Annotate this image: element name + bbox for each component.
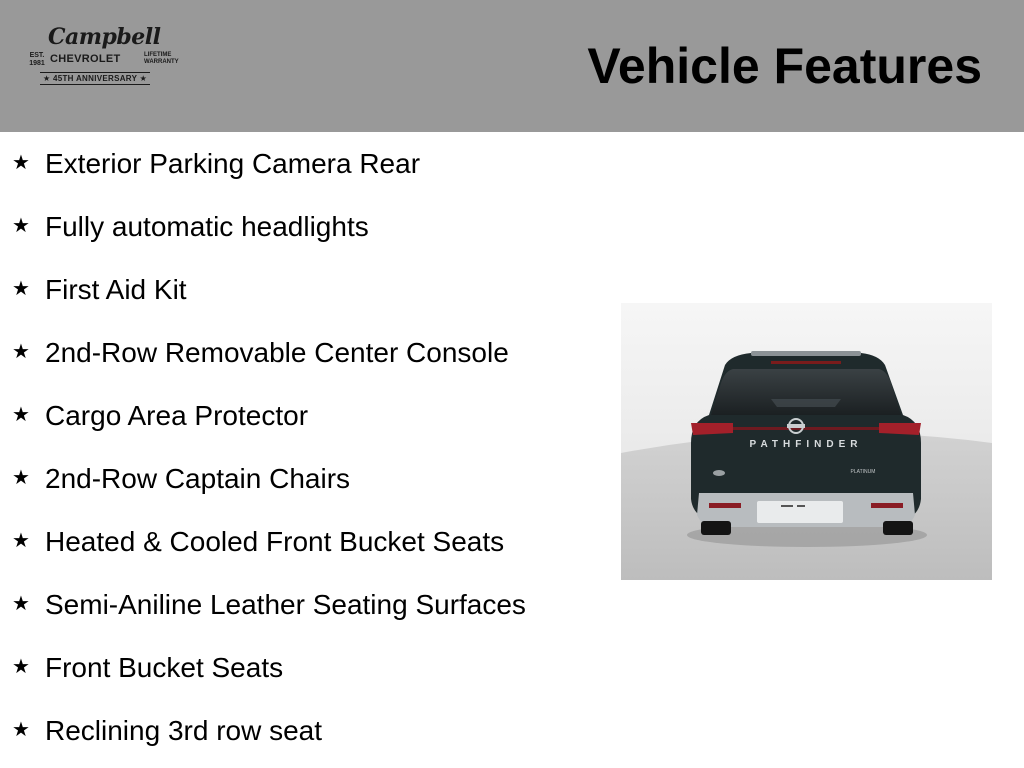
feature-item [0,384,600,447]
star-icon: ★ [12,591,30,615]
star-icon: ★ [12,717,30,741]
star-icon: ★ [12,402,30,426]
model-badge: PATHFINDER [749,439,863,450]
feature-item [0,258,600,321]
star-icon: ★ [12,339,30,363]
feature-item [0,132,600,195]
star-icon: ★ [12,465,30,489]
feature-item [0,447,600,510]
vehicle-photo [621,303,992,580]
page-title: Vehicle Features [587,38,982,94]
star-icon: ★ [12,528,30,552]
star-icon: ★ [12,150,30,174]
dealer-logo [26,24,179,90]
logo-est: EST. 1981 [29,52,45,67]
feature-item [0,636,600,699]
feature-label: 2nd-Row Captain Chairs [45,463,351,494]
feature-label: Front Bucket Seats [45,652,284,683]
feature-label: Cargo Area Protector [45,400,309,431]
feature-label: 2nd-Row Removable Center Console [45,337,509,368]
star-icon: ★ [12,276,30,300]
feature-label: Reclining 3rd row seat [45,715,323,746]
star-icon: ★ [12,654,30,678]
feature-item [0,573,600,636]
logo-script: Campbell [48,24,161,50]
logo-warranty: LIFETIME WARRANTY [144,52,179,65]
feature-label: Exterior Parking Camera Rear [45,148,421,179]
feature-item [0,510,600,573]
trim-badge: PLATINUM [850,469,876,475]
feature-label: Heated & Cooled Front Bucket Seats [45,526,505,557]
feature-item [0,321,600,384]
logo-anniversary: ★ 45TH ANNIVERSARY ★ [40,72,150,85]
feature-item [0,699,600,762]
feature-item [0,195,600,258]
header-bar [0,0,1024,132]
vehicle-rear-image [621,303,992,580]
feature-label: Semi-Aniline Leather Seating Surfaces [45,589,526,620]
feature-label: First Aid Kit [45,274,187,305]
logo-brand: CHEVROLET [50,53,121,65]
star-icon: ★ [12,213,30,237]
feature-label: Fully automatic headlights [45,211,369,242]
